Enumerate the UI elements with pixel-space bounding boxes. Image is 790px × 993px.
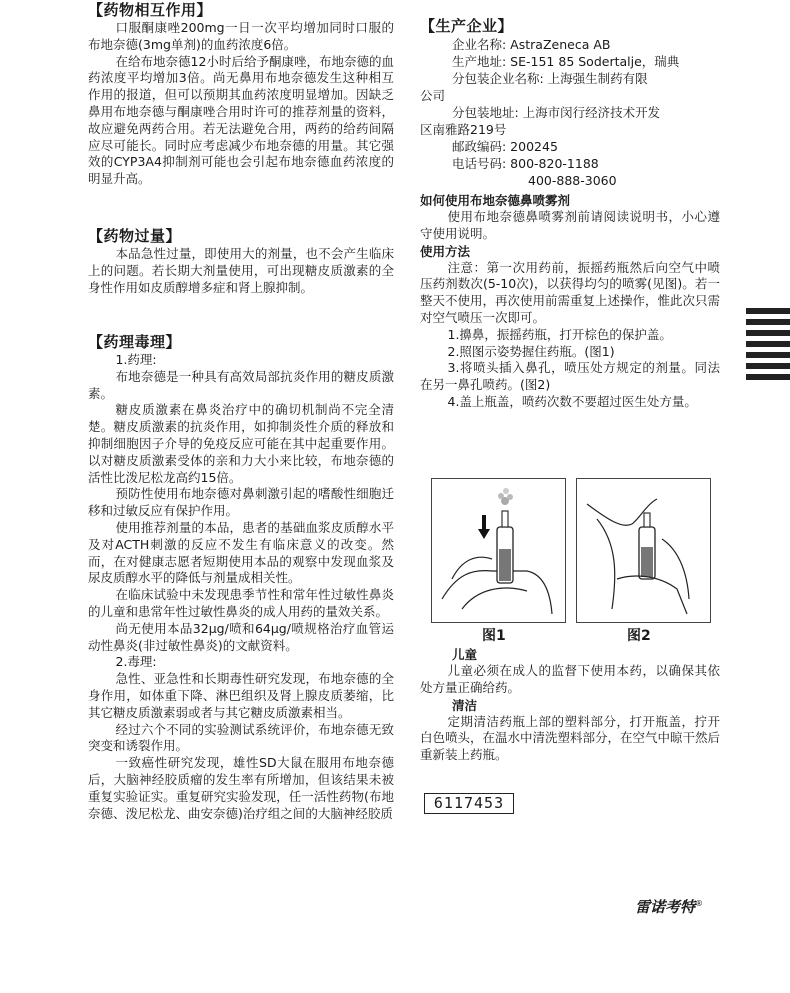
paragraph: 定期清洁药瓶上部的塑料部分，打开瓶盖，拧开白色喷头，在温水中清洗塑料部分，在空气中晾干然后重新装上药瓶。 [420, 713, 721, 763]
children-title: 儿童 [452, 647, 478, 662]
brand-text: 雷诺考特 [635, 898, 696, 916]
method-title: 使用方法 [420, 243, 471, 259]
step: 1.擤鼻，振摇药瓶，打开棕色的保护盖。 [447, 326, 672, 342]
info-line: 公司 [420, 88, 446, 103]
marker-bar [746, 308, 790, 314]
paragraph: 本品急性过量，即使用大的剂量，也不会产生临床上的问题。若长期大剂量使用，可出现糖皮质激素的全身性作用如皮质醇增多症和肾上腺抑制。 [88, 246, 394, 295]
section-children [420, 646, 720, 764]
figure-1 [431, 478, 566, 623]
marker-bar [746, 319, 790, 325]
paragraph: 在临床试验中未发现患季节性和常年性过敏性鼻炎的儿童和患常年性过敏性鼻炎的成人用药的量效关系。 [88, 587, 394, 619]
section-heading: 【生产企业】 [420, 17, 514, 35]
section-overdose [88, 226, 394, 296]
paragraph: 经过六个不同的实验测试系统评价，布地奈德无致突变和诱裂作用。 [88, 721, 394, 754]
marker-bar [746, 341, 790, 347]
brand-name [635, 896, 703, 917]
section-usage [420, 192, 720, 411]
info-line: 邮政编码: 200245 [452, 139, 558, 154]
marker-bar [746, 330, 790, 336]
paragraph: 预防性使用布地奈德对鼻刺激引起的嗜酸性细胞迁移和过敏反应有保护作用。 [88, 486, 394, 519]
info-line: 电话号码: 800-820-1188 [452, 156, 599, 171]
paragraph: 布地奈德是一种具有高效局部抗炎作用的糖皮质激素。 [88, 368, 394, 401]
hand-spray-illustration-2 [577, 479, 710, 622]
marker-bar [746, 352, 790, 358]
section-pharmacology [88, 332, 394, 822]
subheading: 2.毒理: [115, 654, 157, 670]
paragraph: 口服酮康唑200mg一日一次平均增加同时口服的布地奈德(3mg单剂)的血药浓度6倍。 [88, 20, 394, 52]
paragraph: 注意：第一次用药前，振摇药瓶然后向空气中喷压药剂数次(5-10次)，以获得均匀的喷雾(见图)。若一整天不使用，再次使用前需重复上述操作，惟此次只需对空气喷压一次即可。 [420, 259, 721, 325]
subheading: 1.药理: [115, 352, 157, 367]
marker-bar [746, 374, 790, 380]
figure-2-caption: 图2 [627, 628, 651, 644]
figure-1-caption: 图1 [482, 628, 506, 644]
section-heading: 【药物过量】 [88, 227, 182, 245]
info-line: 400-888-3060 [528, 173, 617, 188]
info-line: 分包装企业名称: 上海强生制药有限 [452, 71, 648, 86]
paragraph: 儿童必须在成人的监督下使用本药，以确保其依处方量正确给药。 [420, 663, 720, 695]
side-marker-bars [746, 308, 790, 385]
paragraph: 一致癌性研究发现，雄性SD大鼠在服用布地奈德后，大脑神经胶质瘤的发生率有所增加，但该结果未被重复实验证实。重复研究实验发现，任一活性药物(布地奈德、泼尼松龙、曲安奈德)治疗组之间的大脑神经胶质 [88, 755, 394, 821]
info-line: 生产地址: SE-151 85 Sodertalje，瑞典 [452, 54, 680, 69]
section-interaction [88, 0, 394, 188]
paragraph: 使用推荐剂量的本品，患者的基础血浆皮质醇水平及对ACTH刺激的反应不发生有临床意义的改变。然而，在对健康志愿者短期使用本品的观察中发现血浆及尿皮质醇水平的降低与剂量成相关性。 [88, 519, 394, 586]
figure-2 [576, 478, 711, 623]
section-heading: 【药物相互作用】 [88, 1, 213, 19]
hand-spray-illustration-1 [432, 479, 565, 622]
paragraph: 在给布地奈德12小时后给予酮康唑，布地奈德的血药浓度平均增加3倍。尚无鼻用布地奈德发生这种相互作用的报道，但可以预期其血药浓度明显增加。因缺乏鼻用布地奈德与酮康唑合用时许可的推荐剂量的资料，故应避免两药合用。若无法避免合用，两药的给药间隔应尽可能长。同时应考虑减少布地奈德的用量。其它强效的CYP3A4抑制剂可能也会引起布地奈德血药浓度的明显升高。 [88, 53, 394, 187]
paragraph: 糖皮质激素在鼻炎治疗中的确切机制尚不完全清楚。糖皮质激素的抗炎作用，如抑制炎性介质的释放和抑制细胞因子介导的免疫反应可能在其中起重要作用。以对糖皮质激素受体的亲和力大小来比较，布地奈德的活性比泼尼松龙高约15倍。 [88, 402, 394, 485]
paragraph: 使用布地奈德鼻喷雾剂前请阅读说明书，小心遵守使用说明。 [420, 209, 720, 241]
registered-mark: ® [695, 899, 704, 908]
info-line: 区南雅路219号 [420, 122, 507, 137]
step: 2.照图示姿势握住药瓶。(图1) [447, 343, 615, 359]
section-heading: 【药理毒理】 [88, 333, 182, 351]
paragraph: 尚无使用本品32µg/喷和64µg/喷规格治疗血管运动性鼻炎(非过敏性鼻炎)的文献资料。 [88, 620, 394, 653]
step: 3.将喷头插入鼻孔，喷压处方规定的剂量。同法在另一鼻孔喷药。(图2) [420, 360, 720, 393]
step: 4.盖上瓶盖，喷药次数不要超过医生处方量。 [447, 393, 697, 409]
cleaning-title: 清洁 [452, 697, 478, 713]
marker-bar [746, 363, 790, 369]
product-code: 6117453 [424, 793, 514, 814]
section-manufacturer [420, 16, 720, 189]
usage-title: 如何使用布地奈德鼻喷雾剂 [420, 193, 571, 208]
info-line: 企业名称: AstraZeneca AB [452, 37, 611, 52]
paragraph: 急性、亚急性和长期毒性研究发现，布地奈德的全身作用，如体重下降、淋巴组织及肾上腺皮质萎缩，比其它糖皮质激素弱或者与其它糖皮质激素相当。 [88, 671, 394, 720]
info-line: 分包装地址: 上海市闵行经济技术开发 [452, 105, 661, 120]
